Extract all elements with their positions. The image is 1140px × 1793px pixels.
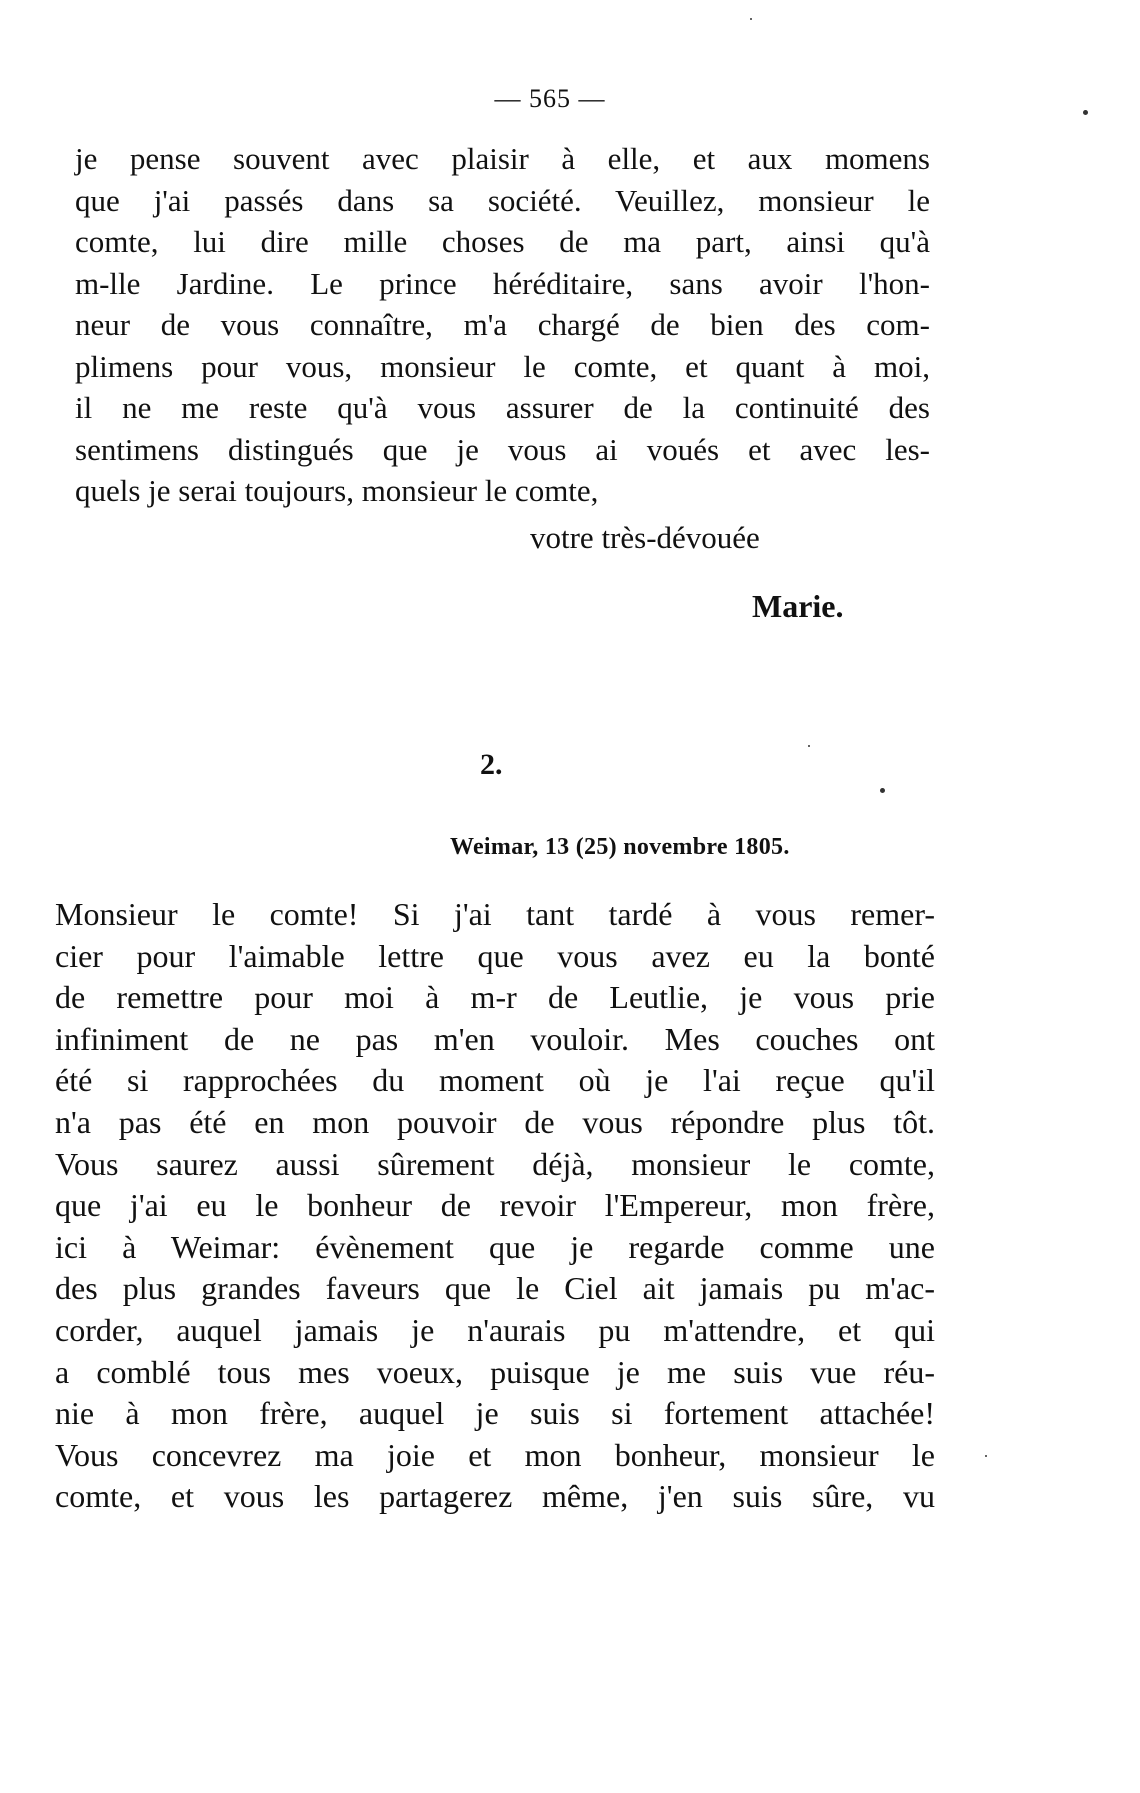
text-line: a comblé tous mes voeux, puisque je me suis vue réu- [55,1353,935,1390]
text-line: n'a pas été en mon pouvoir de vous répondre plus tôt. [55,1103,935,1140]
text-line: infiniment de ne pas m'en vouloir. Mes couches ont [55,1020,935,1057]
text-line: que j'ai eu le bonheur de revoir l'Empereur, mon frère, [55,1187,935,1224]
text-line: des plus grandes faveurs que le Ciel ait jamais pu m'ac- [55,1270,935,1307]
text-line: plimens pour vous, monsieur le comte, et quant à moi, [75,348,930,384]
text-line: Vous saurez aussi sûrement déjà, monsieur le comte, [55,1145,935,1182]
text-line: Vous concevrez ma joie et mon bonheur, monsieur le [55,1436,935,1473]
text-line: il ne me reste qu'à vous assurer de la continuité des [75,390,930,425]
scan-speck [880,788,885,793]
text-line: quels je serai toujours, monsieur le comte, [75,473,599,508]
text-line: de remettre pour moi à m-r de Leutlie, je vous prie [55,979,935,1016]
text-line: comte, et vous les partagerez même, j'en suis sûre, vu [55,1478,935,1515]
scan-speck [1083,110,1088,115]
text-line: Monsieur le comte! Si j'ai tant tardé à vous remer- [55,896,935,932]
text-line: corder, auquel jamais je n'aurais pu m'attendre, et qui [55,1311,935,1348]
text-line: comte, lui dire mille choses de ma part, ainsi qu'à [75,224,930,259]
letter-dateline: Weimar, 13 (25) novembre 1805. [450,834,790,860]
section-number: 2. [480,748,503,781]
text-line: neur de vous connaître, m'a chargé de bien des com- [75,307,930,342]
scan-speck [750,18,752,20]
text-line: je pense souvent avec plaisir à elle, et aux momens [75,141,930,176]
letter-closing: votre très-dévouée [530,520,760,555]
letter-1-body [75,138,930,512]
text-line: que j'ai passés dans sa société. Veuillez, monsieur le [75,182,930,218]
text-line: ici à Weimar: évènement que je regarde comme une [55,1228,935,1265]
text-line: m-lle Jardine. Le prince héréditaire, sans avoir l'hon- [75,265,930,301]
scan-speck [808,745,810,747]
letter-2-body [55,894,935,1518]
letter-signature: Marie. [752,588,844,624]
page-number: — 565 — [494,84,606,113]
scan-speck [985,1455,987,1457]
text-line: cier pour l'aimable lettre que vous avez eu la bonté [55,937,935,974]
text-line: sentimens distingués que je vous ai voués et avec les- [75,431,930,467]
text-line: été si rapprochées du moment où je l'ai reçue qu'il [55,1062,935,1099]
text-line: nie à mon frère, auquel je suis si fortement attachée! [55,1395,935,1432]
